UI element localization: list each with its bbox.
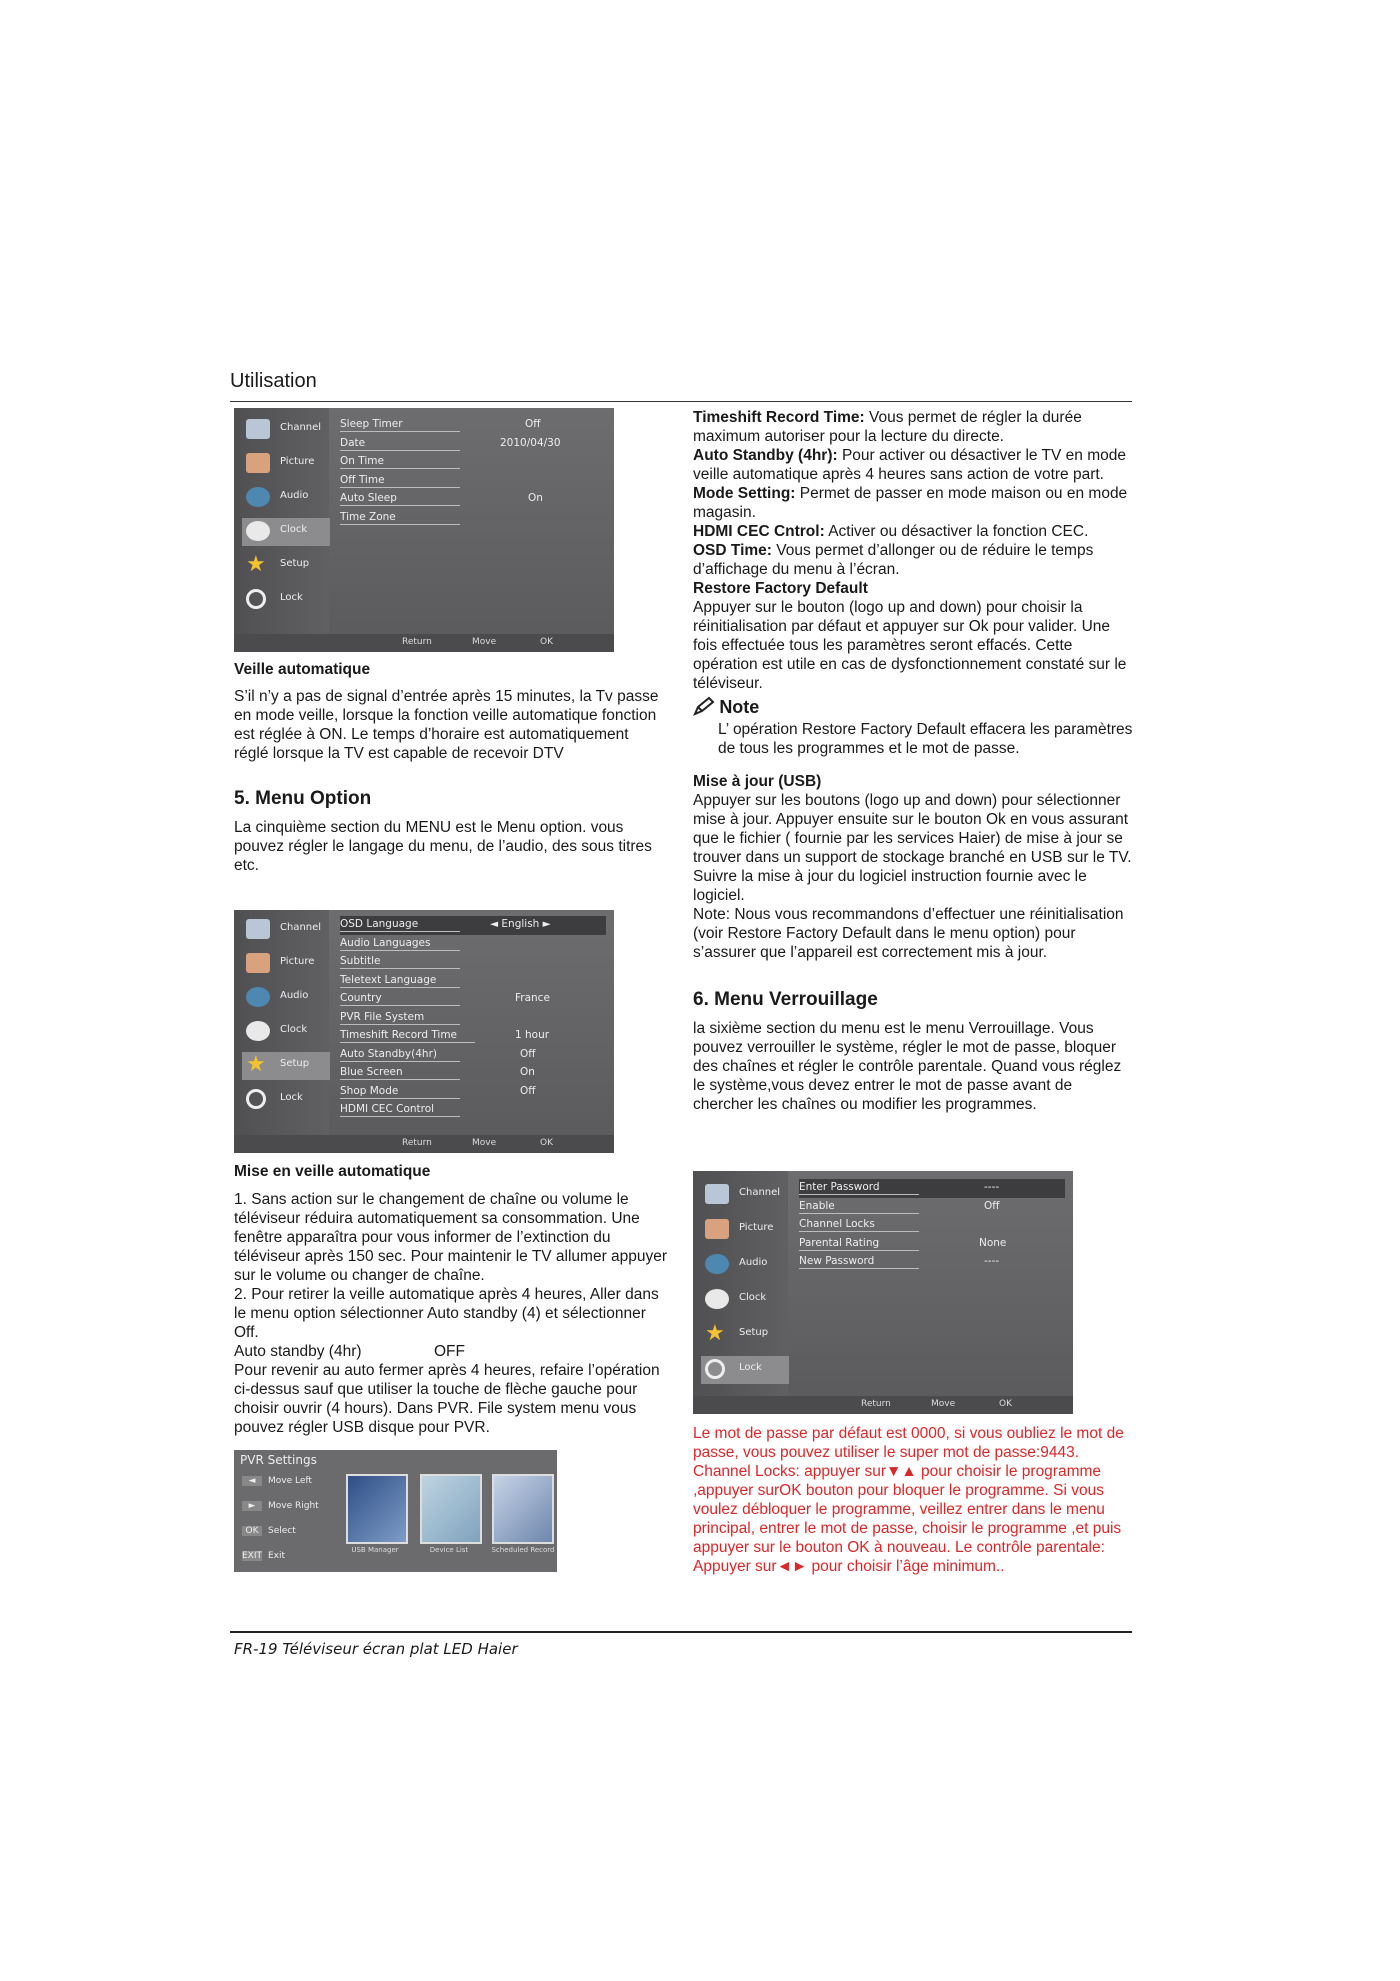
menu-row: Shop Mode Off <box>340 1084 536 1097</box>
menu-row: Audio Languages <box>340 935 606 954</box>
menu-rows <box>340 916 606 1120</box>
auto-standby-line: Auto standby (4hr) OFF <box>234 1343 465 1360</box>
menu-row: OSD Language ◄ English ► <box>340 916 606 935</box>
pvr-key-row: ◄ Move Left <box>242 1476 312 1486</box>
menu-row: Channel Locks <box>799 1216 1065 1235</box>
sidebar-item-audio: Audio <box>242 484 330 512</box>
timeshift-para: Timeshift Record Time: Vous permet de régler la durée maximum autoriser pour la lecture du directe. <box>693 409 1082 445</box>
scheduled-record-caption: Scheduled Record <box>491 1546 555 1554</box>
menu-row: Sleep Timer Off <box>340 418 541 430</box>
lock-icon <box>705 1359 725 1379</box>
sidebar-item-lock: Lock <box>242 1086 330 1114</box>
left-column-block-2 <box>234 1162 674 1437</box>
sidebar-item-setup: ★ Setup <box>242 1052 330 1080</box>
menu-row: Enter Password ---- <box>799 1179 1065 1198</box>
sidebar-item-lock: Lock <box>242 586 330 614</box>
lock-red-notes <box>693 1424 1128 1576</box>
channel-icon <box>246 919 270 939</box>
sidebar-item-channel: Channel <box>242 416 330 444</box>
maj-title: Mise à jour (USB) <box>693 773 822 790</box>
usb-manager-caption: USB Manager <box>351 1546 399 1554</box>
menu-rows <box>340 416 606 527</box>
menu-sidebar <box>234 910 329 1135</box>
note-heading: Note <box>693 696 1133 718</box>
star-icon: ★ <box>705 1321 725 1346</box>
menu-row: Teletext Language <box>340 972 606 991</box>
note-text: L’ opération Restore Factory Default effacera les paramètres de tous les programmes et le mot de passe. <box>718 721 1133 757</box>
sidebar-item-clock: Clock <box>701 1286 789 1314</box>
verrou-text: la sixième section du menu est le menu Verrouillage. Vous pouvez verrouiller le système, régler le mot de passe, bloquer des chaînes et régler le contrôle parentale. Quand vous réglez le système,vous devez entrer le mot de passe avant de chercher les chaînes ou modifier les programmes. <box>693 1020 1122 1113</box>
menu-row: Enable Off <box>799 1199 1000 1212</box>
channel-icon <box>705 1184 729 1204</box>
mode-para: Mode Setting: Permet de passer en mode maison ou en mode magasin. <box>693 485 1128 521</box>
menu-row: New Password ---- <box>799 1255 1000 1267</box>
menu-row: Auto Sleep On <box>340 492 543 504</box>
sidebar-item-setup: ★ Setup <box>246 552 310 577</box>
clock-icon <box>246 1021 270 1041</box>
menu-sidebar <box>234 408 329 634</box>
header-rule <box>230 401 1132 402</box>
channel-icon <box>246 419 270 439</box>
menu-row: Auto Standby(4hr) Off <box>340 1047 536 1060</box>
sidebar-item-clock: Clock <box>242 1018 330 1046</box>
picture-icon <box>246 453 270 473</box>
veille-title: Veille automatique <box>234 661 371 678</box>
menu-row: Blue Screen On <box>340 1066 535 1078</box>
clock-menu-screenshot <box>234 408 614 652</box>
standby-para: Auto Standby (4hr): Pour activer ou désactiver le TV en mode veille automatique après 4 heures sans action de votre part. <box>693 447 1126 483</box>
osd-para: OSD Time: Vous permet d’allonger ou de réduire le temps d’affichage du menu à l’écran. <box>693 542 1094 578</box>
lock-icon <box>246 1089 266 1109</box>
device-list-tile <box>420 1474 482 1544</box>
mise-veille-p2: 2. Pour retirer la veille automatique après 4 heures, Aller dans le menu option sélectionner Auto standby (4) et sélectionner Off. <box>234 1286 659 1341</box>
menu-rows <box>799 1179 1065 1272</box>
menu-row: Time Zone <box>340 509 606 528</box>
menu-option-heading: 5. Menu Option <box>234 788 372 809</box>
audio-icon <box>705 1254 729 1274</box>
pvr-title: PVR Settings <box>240 1453 317 1467</box>
menu-row: PVR File System <box>340 1009 606 1028</box>
page-footer: FR-19 Téléviseur écran plat LED Haier <box>234 1640 518 1658</box>
sidebar-item-picture: Picture <box>242 450 330 478</box>
sidebar-item-setup: ★ Setup <box>705 1321 769 1346</box>
sidebar-item-audio: Audio <box>701 1251 789 1279</box>
star-icon: ★ <box>246 552 266 577</box>
scheduled-record-tile <box>492 1474 554 1544</box>
menu-row: Country France <box>340 992 550 1004</box>
menu-row: Timeshift Record Time 1 hour <box>340 1029 550 1041</box>
sidebar-item-channel: Channel <box>701 1181 789 1209</box>
pvr-key-row: OK Select <box>242 1526 296 1536</box>
sidebar-item-channel: Channel <box>242 916 330 944</box>
menu-row: On Time <box>340 453 606 472</box>
sidebar-item-lock: Lock <box>701 1356 789 1384</box>
sidebar-item-clock: Clock <box>242 518 330 546</box>
picture-icon <box>246 953 270 973</box>
option-menu-screenshot <box>234 910 614 1153</box>
veille-text: S’il n’y a pas de signal d’entrée après 15 minutes, la Tv passe en mode veille, lorsque la fonction veille automatique fonction est réglée à ON. Le temps d’horaire est automatiquement réglé lorsque la TV est capable de recevoir DTV <box>234 688 659 762</box>
menu-option-text: La cinquième section du MENU est le Menu option. vous pouvez régler le langage du menu, de l’audio, des sous titres etc. <box>234 819 652 874</box>
restore-text: Appuyer sur le bouton (logo up and down) pour choisir la réinitialisation par défaut et appuyer sur Ok pour valider. Une fois effectuée tous les paramètres seront effacés. Cette opération est utile en cas de dysfonctionnement constaté sur le téléviseur. <box>693 599 1127 692</box>
restore-title: Restore Factory Default <box>693 580 868 597</box>
menu-row: Off Time <box>340 472 606 491</box>
menu-footer-hints: Return Move OK <box>234 634 614 652</box>
verrou-heading: 6. Menu Verrouillage <box>693 989 878 1010</box>
mise-veille-p3: Pour revenir au auto fermer après 4 heures, refaire l’opération ci-dessus sauf que utiliser la touche de flèche gauche pour choisir ouvrir (4 hours). Dans PVR. File system menu vous pouvez régler USB disque pour PVR. <box>234 1362 660 1436</box>
menu-row: Parental Rating None <box>799 1236 1007 1249</box>
maj-text: Appuyer sur les boutons (logo up and down) pour sélectionner mise à jour. Appuyer ensuite sur le bouton Ok en vous assurant que le fichier ( fournie par les services Haier) de mise à jour se trouver dans un support de stockage branché en USB sur le TV. Suivre la mise à jour du logiciel instruction fournie avec le logiciel. <box>693 792 1132 904</box>
device-list-caption: Device List <box>429 1546 469 1554</box>
menu-footer-hints: Return Move OK <box>234 1135 614 1153</box>
mise-veille-p1: 1. Sans action sur le changement de chaîne ou volume le téléviseur réduira automatiquement sa consommation. Une fenêtre apparaîtra pour vous informer de l’extinction du téléviseur après 150 sec. Pour maintenir le TV allumer appuyer sur le volume ou changer de chaîne. <box>234 1191 668 1284</box>
sidebar-item-picture: Picture <box>242 950 330 978</box>
pencil-icon <box>693 696 715 716</box>
picture-icon <box>705 1219 729 1239</box>
hdmi-para: HDMI CEC Cntrol: Activer ou désactiver la fonction CEC. <box>693 523 1089 540</box>
menu-row: HDMI CEC Control <box>340 1101 606 1120</box>
pvr-key-row: EXIT Exit <box>242 1551 286 1561</box>
pvr-key-row: ► Move Right <box>242 1501 319 1511</box>
usb-manager-tile <box>346 1474 408 1544</box>
lock-menu-screenshot <box>693 1171 1073 1414</box>
pvr-settings-screenshot <box>234 1450 557 1572</box>
maj-note: Note: Nous vous recommandons d’effectuer une réinitialisation (voir Restore Factory Default dans le menu option) pour s’assurer que l’appareil est correctement mis à jour. <box>693 906 1124 961</box>
sidebar-item-audio: Audio <box>242 984 330 1012</box>
star-icon: ★ <box>246 1052 266 1077</box>
mise-veille-title: Mise en veille automatique <box>234 1163 431 1180</box>
menu-footer-hints: Return Move OK <box>693 1396 1073 1414</box>
menu-row: Subtitle <box>340 953 606 972</box>
audio-icon <box>246 987 270 1007</box>
footer-rule <box>230 1631 1132 1633</box>
sidebar-item-picture: Picture <box>701 1216 789 1244</box>
left-column-block-1 <box>234 660 664 875</box>
menu-sidebar <box>693 1171 788 1396</box>
right-column-block-1 <box>693 408 1133 1114</box>
menu-row: Date 2010/04/30 <box>340 436 561 449</box>
password-notes-text: Le mot de passe par défaut est 0000, si vous oubliez le mot de passe, vous pouvez utiliser le super mot de passe:9443. Channel Locks: appuyer sur▼▲ pour choisir le programme ,appuyer surOK bouton pour bloquer le programme. Si vous voulez débloquer le programme, veillez entrer dans le menu principal, entrer le mot de passe, choisir le programme ,et puis appuyer sur le bouton OK à nouveau. Le contrôle parentale: Appuyer sur◄► pour choisir l’âge minimum.. <box>693 1425 1124 1575</box>
audio-icon <box>246 487 270 507</box>
page-section-title: Utilisation <box>230 370 317 392</box>
clock-icon <box>246 521 270 541</box>
clock-icon <box>705 1289 729 1309</box>
lock-icon <box>246 589 266 609</box>
